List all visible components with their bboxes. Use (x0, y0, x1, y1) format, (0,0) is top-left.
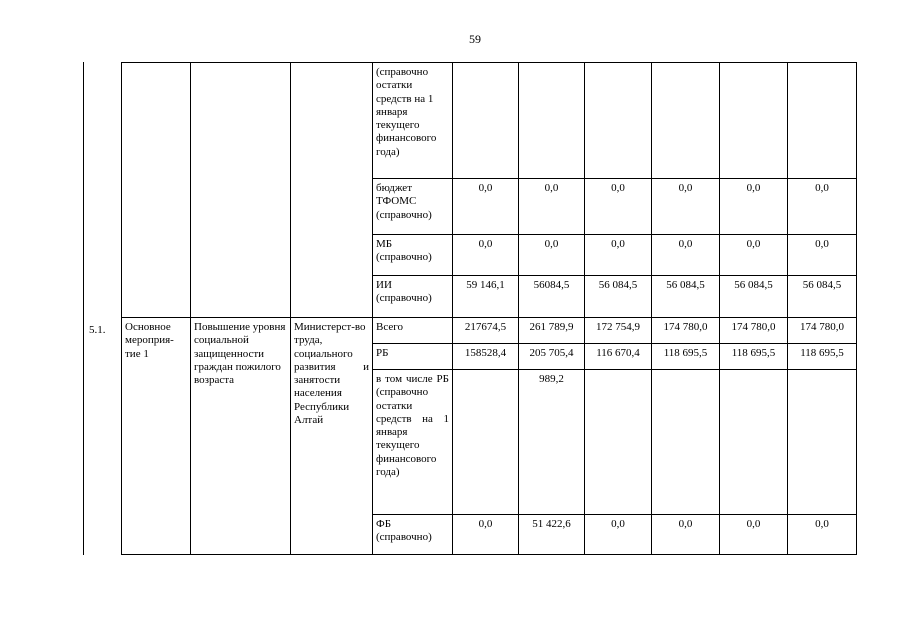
value-cell: 0,0 (652, 179, 720, 235)
value-cell: 118 695,5 (652, 344, 720, 370)
value-cell (453, 370, 519, 515)
value-cell: 174 780,0 (788, 318, 857, 344)
value-cell: 0,0 (453, 235, 519, 276)
value-cell: 116 670,4 (585, 344, 652, 370)
value-cell: 0,0 (720, 515, 788, 555)
blank-cell (191, 63, 291, 318)
table-row (122, 318, 857, 344)
value-cell: 989,2 (519, 370, 585, 515)
funding-source-cell: МБ (справочно) (373, 235, 453, 276)
value-cell: 56 084,5 (788, 276, 857, 318)
value-cell: 261 789,9 (519, 318, 585, 344)
value-cell (720, 63, 788, 179)
value-cell: 0,0 (585, 235, 652, 276)
item-type-cell: Основное мероприя-тие 1 (122, 318, 191, 555)
value-cell: 0,0 (652, 515, 720, 555)
value-cell: 0,0 (453, 515, 519, 555)
value-cell: 0,0 (453, 179, 519, 235)
left-border-line (83, 62, 84, 555)
value-cell: 56 084,5 (652, 276, 720, 318)
blank-cell (122, 63, 191, 318)
page-number: 59 (469, 32, 481, 46)
value-cell: 59 146,1 (453, 276, 519, 318)
value-cell: 118 695,5 (788, 344, 857, 370)
value-cell (788, 63, 857, 179)
value-cell: 0,0 (720, 235, 788, 276)
value-cell: 0,0 (720, 179, 788, 235)
value-cell: 0,0 (585, 179, 652, 235)
item-executor-cell: Министерст-во труда, социального развития и занятости населения Республики Алтай (291, 318, 373, 555)
value-cell (585, 63, 652, 179)
blank-cell (291, 63, 373, 318)
funding-source-cell: бюджет ТФОМС (справочно) (373, 179, 453, 235)
value-cell: 205 705,4 (519, 344, 585, 370)
budget-table (121, 62, 857, 555)
value-cell (453, 63, 519, 179)
table-row (122, 63, 857, 179)
value-cell (585, 370, 652, 515)
value-cell (788, 370, 857, 515)
funding-source-cell: ИИ (справочно) (373, 276, 453, 318)
value-cell: 0,0 (788, 179, 857, 235)
funding-source-cell: ФБ (справочно) (373, 515, 453, 555)
value-cell: 0,0 (519, 235, 585, 276)
item-name-cell: Повышение уровня социальной защищенности граждан пожилого возраста (191, 318, 291, 555)
value-cell: 56 084,5 (585, 276, 652, 318)
funding-source-cell: (справочно остатки средств на 1 января текущего финансового года) (373, 63, 453, 179)
funding-source-cell: в том числе РБ (справочно остатки средств на 1 января текущего финансового года) (373, 370, 453, 515)
value-cell: 172 754,9 (585, 318, 652, 344)
value-cell (652, 370, 720, 515)
value-cell: 174 780,0 (720, 318, 788, 344)
value-cell: 158528,4 (453, 344, 519, 370)
value-cell: 174 780,0 (652, 318, 720, 344)
value-cell: 118 695,5 (720, 344, 788, 370)
value-cell (652, 63, 720, 179)
value-cell: 0,0 (788, 235, 857, 276)
value-cell: 0,0 (788, 515, 857, 555)
value-cell (720, 370, 788, 515)
value-cell: 56 084,5 (720, 276, 788, 318)
value-cell: 56084,5 (519, 276, 585, 318)
value-cell: 0,0 (652, 235, 720, 276)
funding-source-cell: Всего (373, 318, 453, 344)
value-cell (519, 63, 585, 179)
item-number: 5.1. (89, 324, 106, 336)
funding-source-cell: РБ (373, 344, 453, 370)
value-cell: 51 422,6 (519, 515, 585, 555)
value-cell: 217674,5 (453, 318, 519, 344)
value-cell: 0,0 (519, 179, 585, 235)
value-cell: 0,0 (585, 515, 652, 555)
